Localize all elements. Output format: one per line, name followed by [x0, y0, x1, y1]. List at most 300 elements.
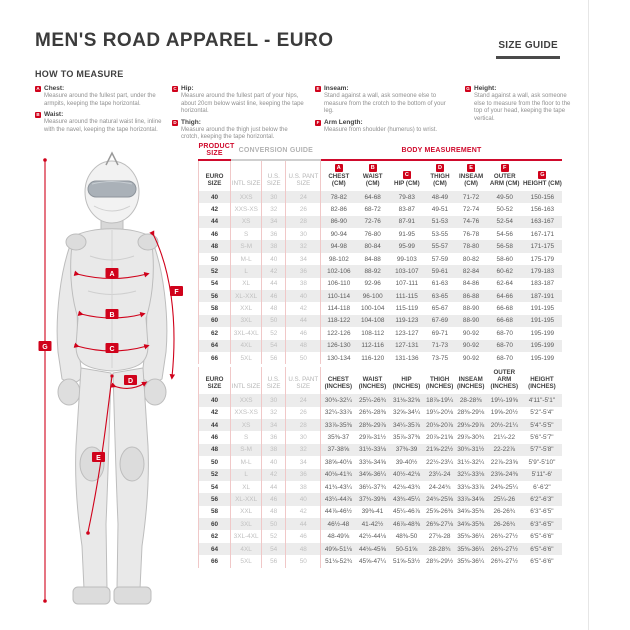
- table-row: [199, 290, 563, 302]
- column-header: WAIST (INCHES): [358, 376, 387, 391]
- table-cell: 40⅛-41¾: [321, 469, 356, 481]
- table-cell: 22-22⅞: [486, 444, 522, 456]
- table-cell: 56: [262, 555, 286, 567]
- table-cell: L: [231, 469, 262, 481]
- table-cell: 99-103: [396, 255, 417, 263]
- group-header-row: [199, 142, 563, 160]
- table-cell: 3XL: [231, 315, 262, 327]
- table-cell: 74-76: [456, 216, 487, 228]
- table-cell: XL-XXL: [231, 290, 262, 302]
- table-cell: 34⅝-35⅜: [457, 508, 485, 516]
- table-cell: 79-83: [389, 191, 424, 203]
- table-cell: 29⅞-31½: [358, 434, 386, 442]
- figure-badge-f: [170, 286, 183, 296]
- measure-name: Chest:: [44, 85, 65, 92]
- table-cell: 51-53: [424, 216, 455, 228]
- table-cell: 48: [262, 506, 286, 518]
- column-header: EURO SIZE: [199, 160, 231, 191]
- table-cell: 21¼-22: [493, 434, 516, 442]
- table-cell: 41¾-43¼: [324, 483, 352, 491]
- measure-item-inseam: [315, 85, 465, 116]
- table-cell: 30: [286, 431, 321, 443]
- svg-text:G: G: [42, 344, 48, 351]
- table-cell: 84-86: [462, 280, 480, 288]
- measure-text: Measure around the fullest part, under the armpits, keeping the tape horizontal.: [44, 93, 156, 107]
- table-cell: 63-65: [424, 290, 455, 302]
- table-cell: 44: [262, 278, 286, 290]
- size-table-cm: [198, 142, 562, 364]
- table-cell: 48: [286, 340, 321, 352]
- table-cell: 4XL: [231, 543, 262, 555]
- table-cell: 26-26¾: [493, 508, 516, 516]
- table-cell: 42½-44⅛: [358, 533, 386, 541]
- table-cell: 34: [262, 419, 286, 431]
- size-guide-tab[interactable]: SIZE GUIDE: [496, 40, 560, 59]
- table-cell: XXS-XS: [231, 407, 262, 419]
- table-cell: 42: [286, 302, 321, 314]
- table-cell: 52: [199, 469, 231, 481]
- table-row: [199, 278, 563, 290]
- table-cell: 126-130: [321, 340, 356, 352]
- table-cell: 30¾-32¼: [321, 394, 356, 406]
- column-header-row: [199, 160, 563, 191]
- table-cell: 71-73: [424, 340, 455, 352]
- table-cell: 87-91: [389, 216, 424, 228]
- table-cell: 54: [262, 340, 286, 352]
- table-cell: 18⅞-19¼: [424, 394, 455, 406]
- column-header: CHEST (INCHES): [324, 376, 353, 391]
- table-cell: 37¾-39⅜: [356, 493, 389, 505]
- measure-name: Thigh:: [181, 118, 201, 126]
- table-cell: 24: [286, 394, 321, 406]
- table-row: [199, 352, 563, 364]
- table-cell: 28¾-29½: [426, 557, 454, 565]
- table-cell: 19⅝-20½: [490, 409, 518, 417]
- table-cell: 59-61: [424, 265, 455, 277]
- table-cell: 32¼-33⅞: [324, 409, 352, 417]
- table-row: [199, 456, 562, 468]
- table-cell: 62-64: [496, 280, 513, 288]
- table-cell: 33⅞-35⅜: [321, 419, 356, 431]
- table-cell: 29⅛-29⅞: [455, 419, 486, 431]
- table-cell: 39-40½: [395, 458, 418, 466]
- size-tables: [198, 142, 562, 568]
- table-cell: 86-88: [456, 290, 487, 302]
- table-cell: 26: [286, 203, 321, 215]
- table-cell: 95-99: [389, 240, 424, 252]
- table-cell: 88-90: [456, 315, 487, 327]
- column-header: OUTER ARM (INCHES): [490, 369, 519, 391]
- table-cell: 103-107: [389, 265, 424, 277]
- table-cell: 38: [286, 278, 321, 290]
- table-cell: XXL: [231, 302, 262, 314]
- table-cell: 35⅜-36¼: [455, 543, 486, 555]
- table-cell: 5'9"-5'10": [528, 458, 556, 466]
- table-cell: 72-74: [462, 205, 480, 213]
- table-cell: 5'7"-5'8": [522, 444, 561, 456]
- table-row: [199, 216, 563, 228]
- table-cell: 28: [286, 216, 321, 228]
- table-cell: 21⅝-22½: [424, 444, 455, 456]
- table-cell: 69-71: [431, 329, 449, 337]
- table-cell: 26: [286, 407, 321, 419]
- table-cell: 58-60: [496, 255, 513, 263]
- size-table-inches: [198, 367, 562, 567]
- table-cell: 80-84: [356, 240, 389, 252]
- table-cell: 36: [286, 265, 321, 277]
- table-cell: 111-115: [389, 290, 424, 302]
- table-cell: 38: [286, 481, 321, 493]
- table-cell: 40: [262, 456, 286, 468]
- table-cell: 34⅝-35⅜: [455, 518, 486, 530]
- table-cell: 31½-32¼: [457, 458, 485, 466]
- table-cell: 25⅝-26⅜: [426, 508, 454, 516]
- table-cell: 6'2"-6'3": [522, 493, 561, 505]
- table-cell: 66: [199, 555, 231, 567]
- table-cell: 53-55: [431, 230, 449, 238]
- table-cell: 52: [262, 530, 286, 542]
- table-cell: 36¼-37¾: [358, 483, 386, 491]
- table-cell: S: [231, 228, 262, 240]
- table-cell: 27⅛-28: [428, 533, 451, 541]
- table-cell: XXS: [231, 191, 262, 203]
- table-cell: M-L: [231, 456, 262, 468]
- table-cell: L: [231, 265, 262, 277]
- table-cell: 19¼-19⅝: [486, 394, 522, 406]
- table-row: [199, 506, 562, 518]
- table-cell: 28: [286, 419, 321, 431]
- column-letter-badge: E: [467, 164, 475, 172]
- table-cell: 36: [286, 469, 321, 481]
- column-header: U.S. SIZE: [262, 367, 286, 394]
- table-cell: 107-111: [395, 280, 419, 288]
- column-header: U.S. SIZE: [262, 160, 286, 191]
- table-cell: 68-70: [496, 329, 513, 337]
- table-cell: 54-56: [496, 230, 513, 238]
- table-cell: 45⅝-47¼: [358, 557, 386, 565]
- table-cell: 46: [286, 327, 321, 339]
- svg-text:A: A: [109, 271, 115, 278]
- table-cell: 82-86: [330, 205, 347, 213]
- table-cell: 46½-48: [321, 518, 356, 530]
- table-cell: 80-82: [462, 255, 480, 263]
- table-cell: 6'3"-6'5": [522, 518, 561, 530]
- table-cell: 42: [262, 265, 286, 277]
- table-row: [199, 530, 562, 542]
- how-to-measure-section: [35, 85, 583, 145]
- table-cell: M-L: [231, 253, 262, 265]
- table-cell: 35⅞-37⅜: [393, 434, 421, 442]
- table-cell: 42: [199, 203, 231, 215]
- table-cell: 66-68: [496, 305, 513, 313]
- table-cell: 119-123: [389, 315, 424, 327]
- table-cell: 24-24¾: [428, 483, 451, 491]
- table-cell: 56: [262, 352, 286, 364]
- table-cell: 34: [286, 253, 321, 265]
- table-cell: XXL: [231, 506, 262, 518]
- table-cell: 68-70: [496, 354, 513, 362]
- table-cell: 5XL: [231, 352, 262, 364]
- table-cell: 45¼-46⅞: [393, 508, 421, 516]
- table-cell: 5'11"-6': [522, 469, 561, 481]
- table-cell: 46: [262, 290, 286, 302]
- table-row: [199, 340, 563, 352]
- table-cell: 179-183: [523, 265, 562, 277]
- table-cell: 187-191: [523, 290, 562, 302]
- table-cell: 42⅛-43¾: [393, 483, 421, 491]
- table-cell: 104-108: [356, 315, 389, 327]
- table-cell: 49⅝-51⅛: [321, 543, 356, 555]
- table-cell: 150-156: [523, 191, 562, 203]
- figure-badge-d: [124, 375, 137, 385]
- measure-item-thigh: [172, 119, 315, 142]
- svg-text:E: E: [96, 455, 101, 462]
- table-cell: 35⅜-36¼: [457, 557, 485, 565]
- figure-badge-b: [106, 309, 119, 319]
- table-cell: 40½-42⅛: [389, 469, 424, 481]
- table-cell: 90-92: [462, 354, 480, 362]
- table-cell: 28-28¾: [424, 543, 455, 555]
- measure-column-4: [465, 85, 583, 145]
- column-header: D THIGH (CM): [430, 165, 450, 187]
- table-cell: 6'5"-6'6": [530, 533, 554, 541]
- table-cell: 44: [286, 518, 321, 530]
- table-row: [199, 419, 562, 431]
- table-cell: 72-76: [356, 216, 389, 228]
- measure-name: Arm Length:: [324, 118, 363, 126]
- table-cell: 32¼-33⅛: [455, 469, 486, 481]
- table-cell: 35⅜-36¼: [457, 533, 485, 541]
- table-cell: 71-72: [456, 191, 487, 203]
- table-cell: 54: [262, 543, 286, 555]
- column-letter-badge: C: [403, 171, 411, 179]
- table-cell: 88-90: [462, 305, 480, 313]
- table-cell: 62: [199, 530, 231, 542]
- table-cell: 34: [286, 456, 321, 468]
- table-cell: 60: [199, 315, 231, 327]
- table-cell: 4XL: [231, 340, 262, 352]
- table-cell: 66-68: [487, 315, 523, 327]
- table-cell: 29⅞-30¾: [457, 434, 485, 442]
- table-cell: 6'3"-6'5": [530, 508, 554, 516]
- table-cell: 33⅛-34⅝: [358, 458, 386, 466]
- table-cell: 32: [262, 407, 286, 419]
- table-cell: 44: [286, 315, 321, 327]
- table-cell: 41-42½: [356, 518, 389, 530]
- table-cell: 33⅞-34⅝: [455, 493, 486, 505]
- table-cell: 83-87: [398, 205, 415, 213]
- table-cell: 131-136: [395, 354, 419, 362]
- table-cell: 40: [199, 394, 231, 406]
- letter-badge-c: C: [173, 86, 177, 91]
- table-cell: 6'5"-6'6": [530, 557, 554, 565]
- table-cell: 42: [262, 469, 286, 481]
- table-cell: 56: [199, 290, 231, 302]
- measure-item-waist: [35, 111, 172, 134]
- table-cell: 39⅜-41: [361, 508, 384, 516]
- table-cell: 48: [262, 302, 286, 314]
- column-header: E INSEAM (CM): [459, 165, 484, 187]
- svg-text:F: F: [174, 289, 179, 296]
- table-cell: 57-59: [431, 255, 449, 263]
- measure-column-1: [35, 85, 172, 145]
- table-cell: 48⅜-50: [395, 533, 418, 541]
- column-header: U.S. PANT SIZE: [286, 160, 321, 191]
- table-cell: S-M: [231, 240, 262, 252]
- table-cell: 48: [199, 240, 231, 252]
- figure-badge-a: [106, 268, 119, 278]
- svg-text:B: B: [109, 312, 115, 319]
- column-header: INTL SIZE: [231, 367, 262, 394]
- table-cell: 51⅝-53½: [393, 557, 421, 565]
- table-cell: 24¾-25⅝: [424, 493, 455, 505]
- table-cell: S-M: [231, 444, 262, 456]
- table-cell: 26-26¾: [486, 518, 522, 530]
- column-letter-badge: B: [369, 164, 377, 172]
- table-cell: 127-131: [389, 340, 424, 352]
- table-cell: 24⅜-25¼: [490, 483, 518, 491]
- table-cell: 50: [286, 555, 321, 567]
- letter-badge-b: B: [36, 112, 40, 117]
- table-cell: 64: [199, 543, 231, 555]
- measure-name: Inseam:: [324, 85, 349, 92]
- table-cell: 90-92: [456, 340, 487, 352]
- table-cell: 30: [262, 394, 286, 406]
- table-cell: 78-82: [321, 191, 356, 203]
- column-header: EURO SIZE: [199, 367, 231, 394]
- table-cell: 36: [262, 431, 286, 443]
- table-cell: 92-96: [364, 280, 381, 288]
- table-row: [199, 481, 562, 493]
- letter-badge-g: G: [466, 86, 470, 91]
- table-cell: 50: [286, 352, 321, 364]
- table-cell: 48-49: [424, 191, 455, 203]
- column-header: THIGH (INCHES): [425, 376, 454, 391]
- table-cell: 28-28⅜: [455, 394, 486, 406]
- page-edge-divider: [588, 0, 589, 630]
- table-cell: 68-70: [487, 340, 523, 352]
- table-cell: 46⅞-48⅜: [389, 518, 424, 530]
- table-row: [199, 493, 562, 505]
- column-letter-badge: G: [540, 171, 545, 178]
- table-cell: 62: [199, 327, 231, 339]
- table-cell: 195-199: [523, 340, 562, 352]
- table-cell: 49-50: [487, 191, 523, 203]
- table-cell: 64: [199, 340, 231, 352]
- table-cell: XL: [231, 278, 262, 290]
- table-cell: 22⅞-23⅝: [490, 458, 518, 466]
- group-product-size: PRODUCT SIZE: [199, 142, 231, 160]
- table-cell: 55-57: [424, 240, 455, 252]
- table-row: [199, 407, 562, 419]
- measure-text: Measure around the thigh just below the crotch, keeping the tape horizontal.: [181, 126, 288, 140]
- table-cell: 94-98: [321, 240, 356, 252]
- table-row: [199, 240, 563, 252]
- table-cell: 26¾-27½: [486, 543, 522, 555]
- table-cell: 50-51⅝: [389, 543, 424, 555]
- table-row: [199, 203, 563, 215]
- table-row: [199, 302, 563, 314]
- table-cell: 58: [199, 302, 231, 314]
- table-cell: 34⅝-36¼: [356, 469, 389, 481]
- table-cell: 37⅜-39: [389, 444, 424, 456]
- table-cell: 195-199: [530, 354, 555, 362]
- table-cell: 50: [199, 456, 231, 468]
- table-cell: 88-92: [356, 265, 389, 277]
- table-cell: 78-80: [456, 240, 487, 252]
- table-cell: 98-102: [328, 255, 349, 263]
- table-cell: 40: [262, 253, 286, 265]
- letter-badge-d: D: [173, 119, 177, 125]
- rider-illustration: [12, 146, 204, 616]
- table-cell: 48: [199, 444, 231, 456]
- table-cell: 191-195: [530, 305, 555, 313]
- table-cell: 26¾-27½: [490, 557, 518, 565]
- column-header: A CHEST (CM): [328, 165, 350, 187]
- letter-badge-a: A: [36, 86, 40, 91]
- table-cell: 115-119: [395, 305, 419, 313]
- table-cell: 51⅛-52¾: [325, 557, 353, 565]
- column-header: B WAIST (CM): [362, 165, 383, 187]
- measure-column-2: [172, 85, 315, 145]
- table-cell: 90-92: [462, 329, 480, 337]
- table-cell: 34¼-35⅞: [389, 419, 424, 431]
- table-cell: 96-100: [356, 290, 389, 302]
- table-cell: 31⅛-32⅝: [389, 394, 424, 406]
- table-cell: 28⅜-29⅛: [457, 409, 485, 417]
- column-header: HEIGHT (INCHES): [528, 376, 556, 391]
- table-cell: 191-195: [523, 315, 562, 327]
- table-cell: 123-127: [395, 329, 419, 337]
- table-cell: 58: [199, 506, 231, 518]
- table-cell: 52: [199, 265, 231, 277]
- figure-badge-e: [92, 452, 105, 462]
- table-cell: 112-116: [356, 340, 389, 352]
- table-cell: 25¼-26: [486, 493, 522, 505]
- table-cell: 102-106: [321, 265, 356, 277]
- table-row: [199, 265, 563, 277]
- table-cell: 130-134: [327, 354, 351, 362]
- table-cell: 6'-6'2": [533, 483, 551, 491]
- table-cell: 35⅜-37: [327, 434, 350, 442]
- table-cell: S: [231, 431, 262, 443]
- table-cell: 61-63: [431, 280, 449, 288]
- table-cell: 76-78: [462, 230, 480, 238]
- measure-text: Stand against a wall, ask someone else to measure from the crotch to the bottom of your leg.: [324, 93, 446, 114]
- table-cell: 6'5"-6'6": [522, 543, 561, 555]
- table-cell: 44: [262, 481, 286, 493]
- table-cell: 50: [262, 315, 286, 327]
- measure-text: Stand against a wall, ask someone else to measure from the floor to the top of your head, keeping the tape vertical.: [474, 93, 571, 122]
- table-cell: 26¾-27½: [490, 533, 518, 541]
- table-cell: 31½-33⅛: [356, 444, 389, 456]
- table-cell: 40: [286, 290, 321, 302]
- table-cell: 42: [286, 506, 321, 518]
- measure-item-height: [465, 85, 583, 123]
- table-cell: 32: [286, 240, 321, 252]
- table-cell: 3XL-4XL: [231, 327, 262, 339]
- table-row: [199, 253, 563, 265]
- table-cell: 32⅝-34¼: [393, 409, 421, 417]
- table-cell: 22½-23¼: [426, 458, 454, 466]
- letter-badge-e: E: [316, 86, 320, 91]
- table-cell: 28⅜-29⅞: [356, 419, 389, 431]
- table-cell: 3XL-4XL: [231, 530, 262, 542]
- table-cell: 64-68: [356, 191, 389, 203]
- table-cell: 100-104: [360, 305, 385, 313]
- table-cell: 37-38⅝: [321, 444, 356, 456]
- table-cell: 46: [199, 228, 231, 240]
